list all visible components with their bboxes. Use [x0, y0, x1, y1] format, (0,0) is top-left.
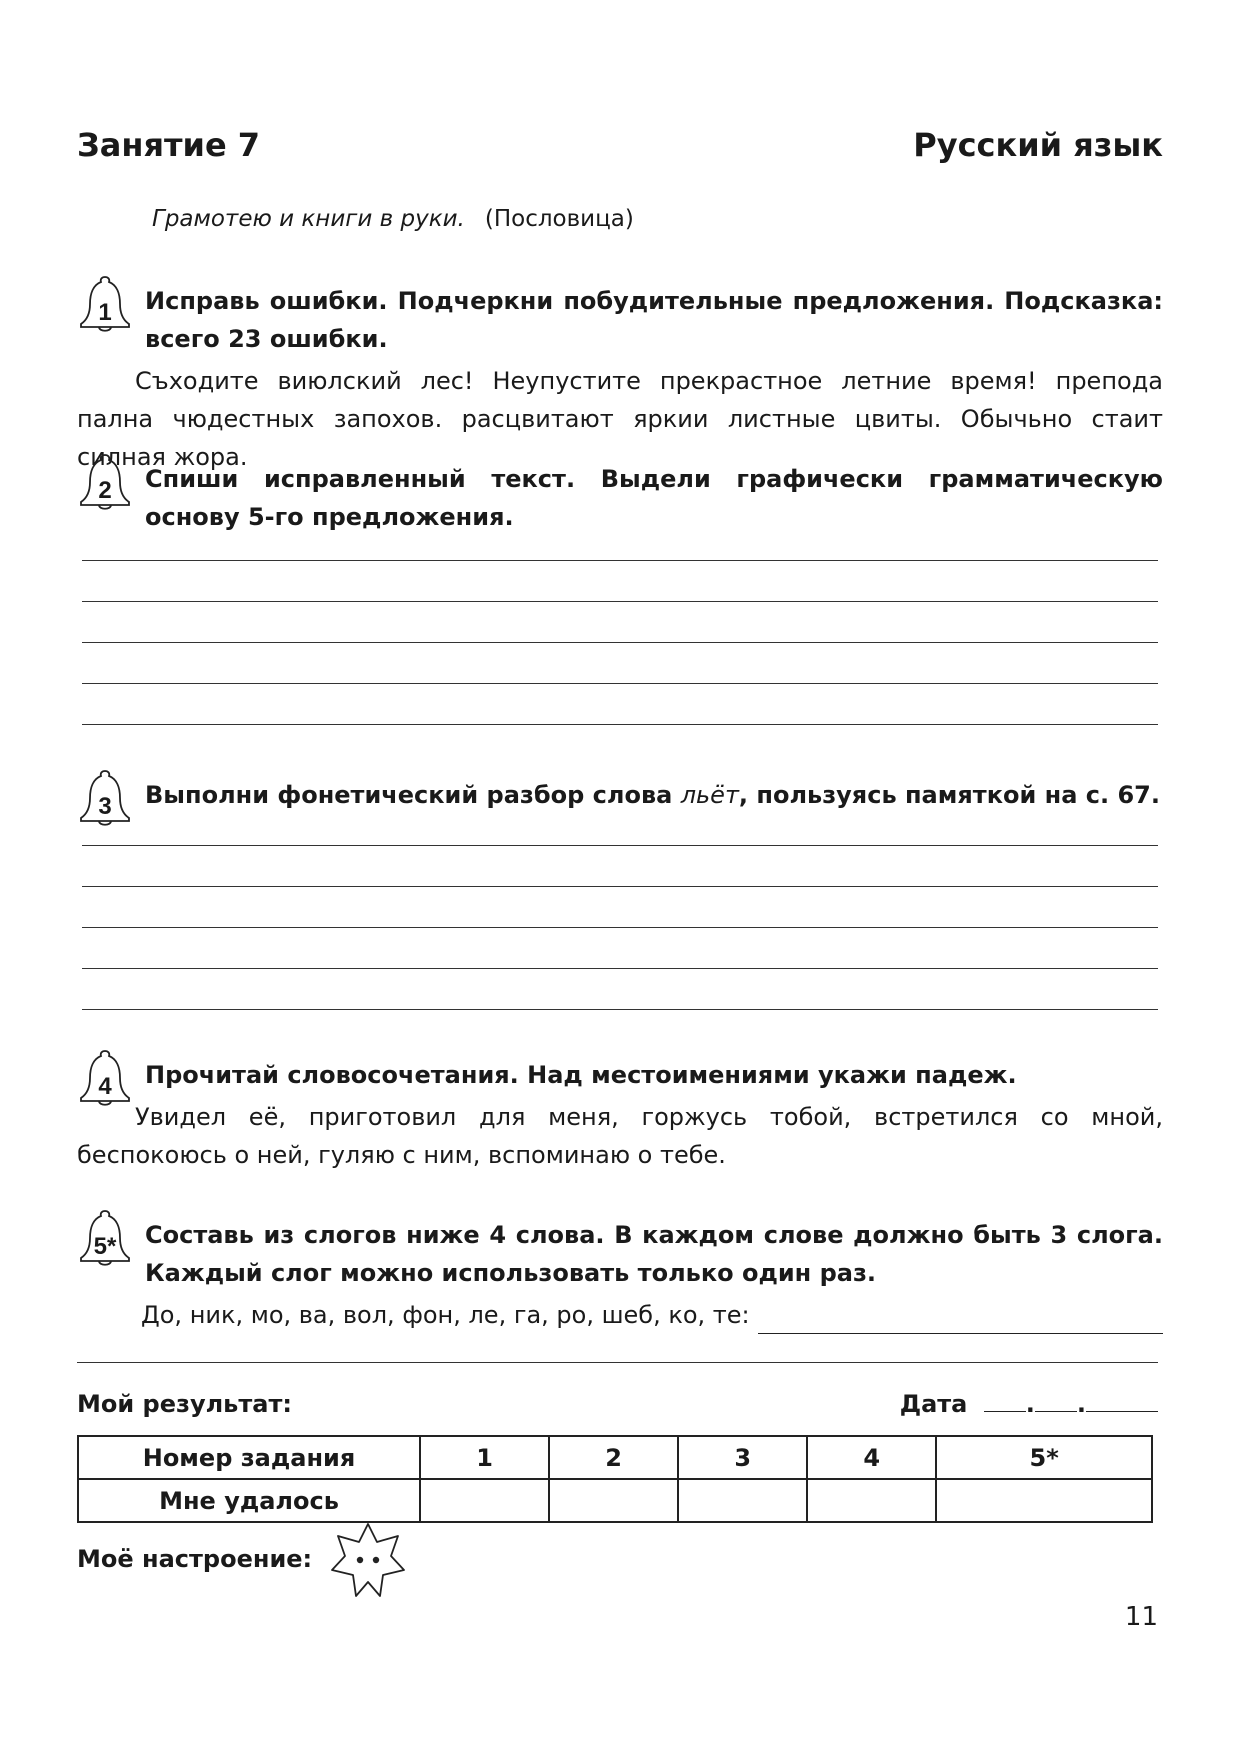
bell-icon — [77, 452, 133, 514]
task-instruction: Спиши исправленный текст. Выдели графически грамматическую основу 5-го предложения. — [145, 465, 1163, 531]
task-instruction-end: , пользуясь памяткой на с. 67. — [738, 781, 1160, 809]
subject-title: Русский язык — [913, 126, 1163, 164]
answer-line[interactable] — [82, 560, 1158, 561]
answer-line[interactable] — [758, 1310, 1163, 1334]
syllables: До, ник, мо, ва, вол, фон, ле, га, ро, шеб, ко, те: — [141, 1301, 750, 1329]
date-label: Дата — [899, 1390, 968, 1418]
task-number: 5* — [93, 1233, 117, 1260]
bell-icon — [77, 768, 133, 830]
result-cell[interactable] — [678, 1479, 807, 1522]
table-column-header: 4 — [807, 1436, 936, 1479]
answer-line[interactable] — [82, 683, 1158, 684]
task-instruction: Выполни фонетический разбор слова — [145, 781, 681, 809]
task-1 — [77, 282, 1163, 476]
table-header-label: Номер задания — [78, 1436, 420, 1479]
table-row — [78, 1479, 1152, 1522]
bell-icon — [77, 274, 133, 336]
result-cell[interactable] — [807, 1479, 936, 1522]
task-5 — [77, 1216, 1163, 1334]
answer-line[interactable] — [82, 642, 1158, 643]
answer-line[interactable] — [82, 724, 1158, 725]
task-number: 4 — [98, 1073, 112, 1100]
date-year-blank[interactable] — [1086, 1390, 1158, 1412]
task-word: льёт — [680, 781, 739, 809]
task-instruction: Составь из слогов ниже 4 слова. В каждом слове должно быть 3 слога. Каждый слог можно использовать только один раз. — [145, 1221, 1163, 1287]
answer-line[interactable] — [82, 601, 1158, 602]
task-instruction: Прочитай словосочетания. Над местоимениями укажи падеж. — [145, 1061, 1017, 1089]
smiling-star-icon[interactable] — [328, 1520, 408, 1600]
task-number: 1 — [98, 299, 112, 326]
proverb-source: (Пословица) — [484, 206, 634, 232]
result-label: Мой результат: — [77, 1390, 292, 1418]
task-number: 2 — [98, 477, 112, 504]
answer-line[interactable] — [82, 1009, 1158, 1010]
result-cell[interactable] — [549, 1479, 678, 1522]
task-2 — [77, 460, 1163, 536]
mood-label: Моё настроение: — [77, 1545, 313, 1573]
task-number: 3 — [98, 793, 112, 820]
table-column-header: 5* — [936, 1436, 1152, 1479]
task-text: Увидел её, приготовил для меня, горжусь тобой, встретился со мной, беспокоюсь о ней, гуляю с ним, вспоминаю о тебе. — [77, 1103, 1163, 1169]
proverb — [152, 206, 634, 232]
bell-icon — [77, 1208, 133, 1270]
task-text: Съходите виюлский лес! Неупустите прекрастное летние время! препода пална чюдестных запохов. расцвитают яркии листные цвиты. Обычьно стаит силная жора. — [77, 367, 1163, 471]
table-column-header: 1 — [420, 1436, 549, 1479]
answer-line[interactable] — [82, 886, 1158, 887]
proverb-text: Грамотею и книги в руки. — [152, 206, 465, 232]
result-cell[interactable] — [420, 1479, 549, 1522]
answer-line[interactable] — [77, 1362, 1158, 1363]
page-number: 11 — [1124, 1602, 1158, 1632]
result-cell[interactable] — [936, 1479, 1152, 1522]
task-3 — [77, 776, 1163, 820]
date-day-blank[interactable] — [984, 1390, 1026, 1412]
answer-line[interactable] — [82, 845, 1158, 846]
answer-line[interactable] — [82, 927, 1158, 928]
lesson-title: Занятие 7 — [77, 126, 261, 164]
table-row-label: Мне удалось — [78, 1479, 420, 1522]
table-column-header: 2 — [549, 1436, 678, 1479]
table-column-header: 3 — [678, 1436, 807, 1479]
table-header-row — [78, 1436, 1152, 1479]
date-month-blank[interactable] — [1035, 1390, 1077, 1412]
task-instruction: Исправь ошибки. Подчеркни побудительные предложения. Подсказка: всего 23 ошибки. — [145, 287, 1163, 353]
task-4 — [77, 1056, 1163, 1174]
results-table — [77, 1435, 1153, 1523]
bell-icon — [77, 1048, 133, 1110]
date-field: Дата . . — [900, 1390, 1158, 1418]
answer-line[interactable] — [82, 968, 1158, 969]
